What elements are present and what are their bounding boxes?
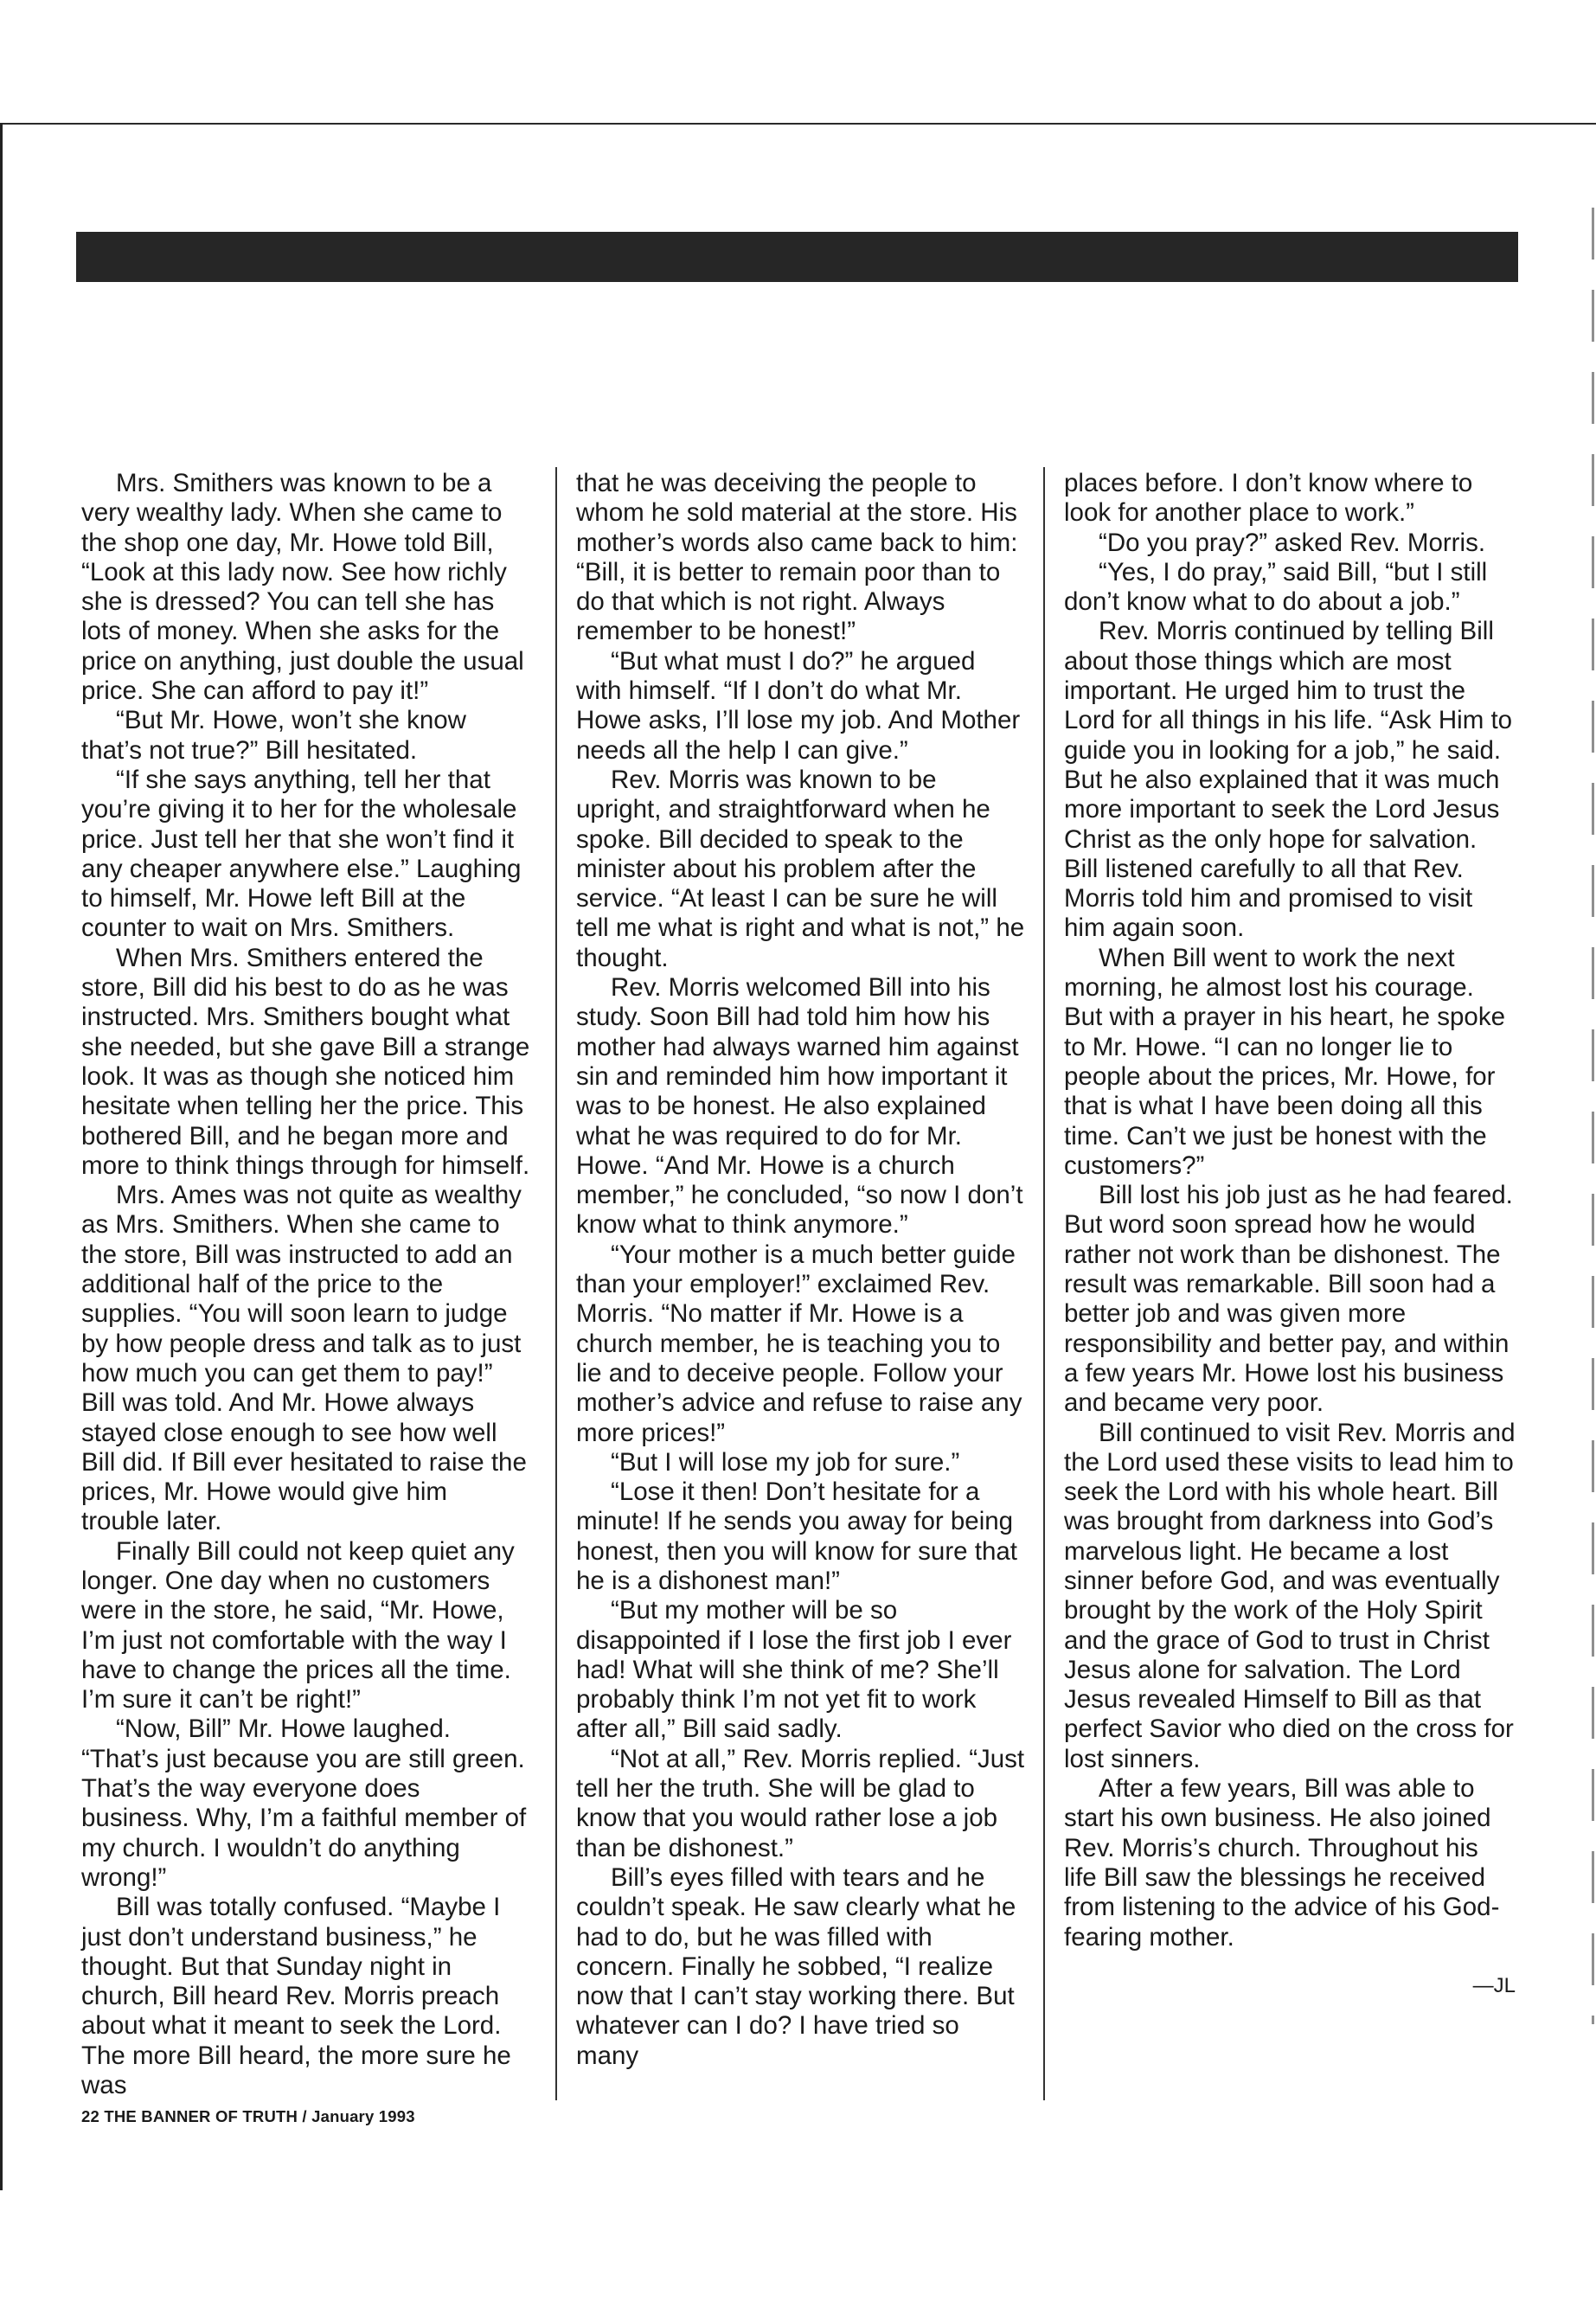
paragraph: After a few years, Bill was able to start his own business. He also joined Rev. Morris’s church. Throughout his life Bill saw the blessings he received from listening to the advice of his God-fearing mother.: [1064, 1774, 1500, 1952]
page-number: 22: [81, 2107, 99, 2125]
paragraph: Rev. Morris welcomed Bill into his study. Soon Bill had told him how his mother had always warned him against sin and reminded him how important it was to be honest. He also explained what he was required to do for Mr. Howe. “And Mr. Howe is a church member,” he concluded, “so now I don’t know what to think anymore.”: [576, 973, 1023, 1240]
header-banner-bar: [76, 232, 1518, 282]
paragraph: “Now, Bill” Mr. Howe laughed. “That’s just because you are still green. That’s the way everyone does business. Why, I’m a faithful member of my church. I wouldn’t do anything wrong!”: [81, 1715, 527, 1892]
paragraph: Bill continued to visit Rev. Morris and the Lord used these visits to lead him to seek the Lord with his whole heart. Bill was brought from darkness into God’s marvelous light. He became a lost sinner before God, and was eventually brought by the work of the Holy Spirit and the grace of God to trust in Christ Jesus alone for salvation. The Lord Jesus revealed Himself to Bill as that perfect Savior who died on the cross for lost sinners.: [1064, 1418, 1516, 1773]
paragraph: “But I will lose my job for sure.”: [611, 1447, 960, 1477]
issue-date: January 1993: [311, 2107, 415, 2125]
paragraph: “If she says anything, tell her that you’re giving it to her for the wholesale price. Just tell her that she won’t find it any cheaper anywhere else.” Laughing to himself, Mr. Howe left Bill at the counter to wait on Mrs. Smithers.: [81, 765, 522, 943]
paragraph: Bill was totally confused. “Maybe I just don’t understand business,” he thought. But that Sunday night in church, Bill heard Rev. Morris preach about what it meant to seek the Lord. The more Bill heard, the more sure he was: [81, 1893, 511, 2100]
paragraph: “Do you pray?” asked Rev. Morris.: [1099, 528, 1486, 557]
top-rule: [0, 123, 1596, 125]
column-divider-2: [1043, 467, 1045, 2100]
paragraph: Rev. Morris was known to be upright, and straightforward when he spoke. Bill decided to speak to the minister about his problem after the service. “At least I can be sure he will tell me what is right and what is not,” he thought.: [576, 765, 1025, 972]
page-right-edge: [1592, 208, 1594, 2024]
paragraph: Finally Bill could not keep quiet any longer. One day when no customers were in the store, he said, “Mr. Howe, I’m just not comfortable with the way I have to change the prices all the time. I’m sure it can’t be right!”: [81, 1536, 515, 1715]
paragraph: “Lose it then! Don’t hesitate for a minute! If he sends you away for being honest, then you will know for sure that he is a dishonest man!”: [576, 1477, 1017, 1595]
paragraph: When Mrs. Smithers entered the store, Bill did his best to do as he was instructed. Mrs. Smithers bought what she needed, but she gave Bill a strange look. It was as though she noticed him hesitate when telling her the price. This bothered Bill, and he began more and more to think things through for himself.: [81, 943, 530, 1180]
paragraph: Mrs. Ames was not quite as wealthy as Mrs. Smithers. When she came to the store, Bill was instructed to add an additional half of the price to the supplies. “You will soon learn to judge by how people dress and talk as to just how much you can get them to pay!” Bill was told. And Mr. Howe always stayed close enough to see how well Bill did. If Bill ever hesitated to raise the prices, Mr. Howe would give him trouble later.: [81, 1181, 527, 1536]
paragraph: Bill lost his job just as he had feared. But word soon spread how he would rather not work than be dishonest. The result was remarkable. Bill soon had a better job and was given more responsibility and better pay, and within a few years Mr. Howe lost his business and became very poor.: [1064, 1181, 1513, 1418]
paragraph: “But Mr. Howe, won’t she know that’s not true?” Bill hesitated.: [81, 706, 466, 765]
paragraph: “Yes, I do pray,” said Bill, “but I still don’t know what to do about a job.”: [1064, 557, 1488, 617]
paragraph: When Bill went to work the next morning, he almost lost his courage. But with a prayer in his heart, he spoke to Mr. Howe. “I can no longer lie to people about the prices, Mr. Howe, for that is what I have been doing all this time. Can’t we just be honest with the customers?”: [1064, 943, 1505, 1180]
paragraph-continued: places before. I don’t know where to look for another place to work.”: [1064, 469, 1473, 528]
paragraph: Mrs. Smithers was known to be a very wealthy lady. When she came to the shop one day, Mr. Howe told Bill, “Look at this lady now. See how richly she is dressed? You can tell she has lots of money. When she asks for the price on anything, just double the usual price. She can afford to pay it!”: [81, 469, 524, 706]
author-signature: —JL: [1472, 1973, 1516, 1997]
text-column-2: [576, 469, 1026, 2071]
paragraph: Bill’s eyes filled with tears and he couldn’t speak. He saw clearly what he had to do, but he was filled with concern. Finally he sobbed, “I realize now that I can’t stay working there. But whatever can I do? I have tried so many: [576, 1862, 1016, 2070]
paragraph: “Your mother is a much better guide than your employer!” exclaimed Rev. Morris. “No matter if Mr. Howe is a church member, he is teaching you to lie and to deceive people. Follow your mother’s advice and refuse to raise any more prices!”: [576, 1240, 1022, 1447]
paragraph: “Not at all,” Rev. Morris replied. “Just tell her the truth. She will be glad to know that you would rather lose a job than be dishonest.”: [576, 1744, 1025, 1862]
publication-name: THE BANNER OF TRUTH /: [104, 2107, 307, 2125]
page-left-edge: [0, 123, 3, 2190]
page-footer: [81, 2107, 415, 2126]
paragraph-continued: that he was deceiving the people to whom he sold material at the store. His mother’s words also came back to him: “Bill, it is better to remain poor than to do that which is not right. Always remember to be honest!”: [576, 469, 1018, 646]
text-column-3: [1064, 469, 1516, 2001]
column-divider-1: [555, 467, 557, 2100]
paragraph: Rev. Morris continued by telling Bill about those things which are most important. He urged him to trust the Lord for all things in his life. “Ask Him to guide you in looking for a job,” he said. But he also explained that it was much more important to seek the Lord Jesus Christ as the only hope for salvation. Bill listened carefully to all that Rev. Morris told him and promised to visit him again soon.: [1064, 617, 1513, 943]
paragraph: “But my mother will be so disappointed if I lose the first job I ever had! What will she think of me? She’ll probably think I’m not yet fit to work after all,” Bill said sadly.: [576, 1596, 1012, 1744]
paragraph: “But what must I do?” he argued with himself. “If I don’t do what Mr. Howe asks, I’ll lose my job. And Mother needs all the help I can give.”: [576, 646, 1021, 765]
text-column-1: [81, 469, 531, 2100]
